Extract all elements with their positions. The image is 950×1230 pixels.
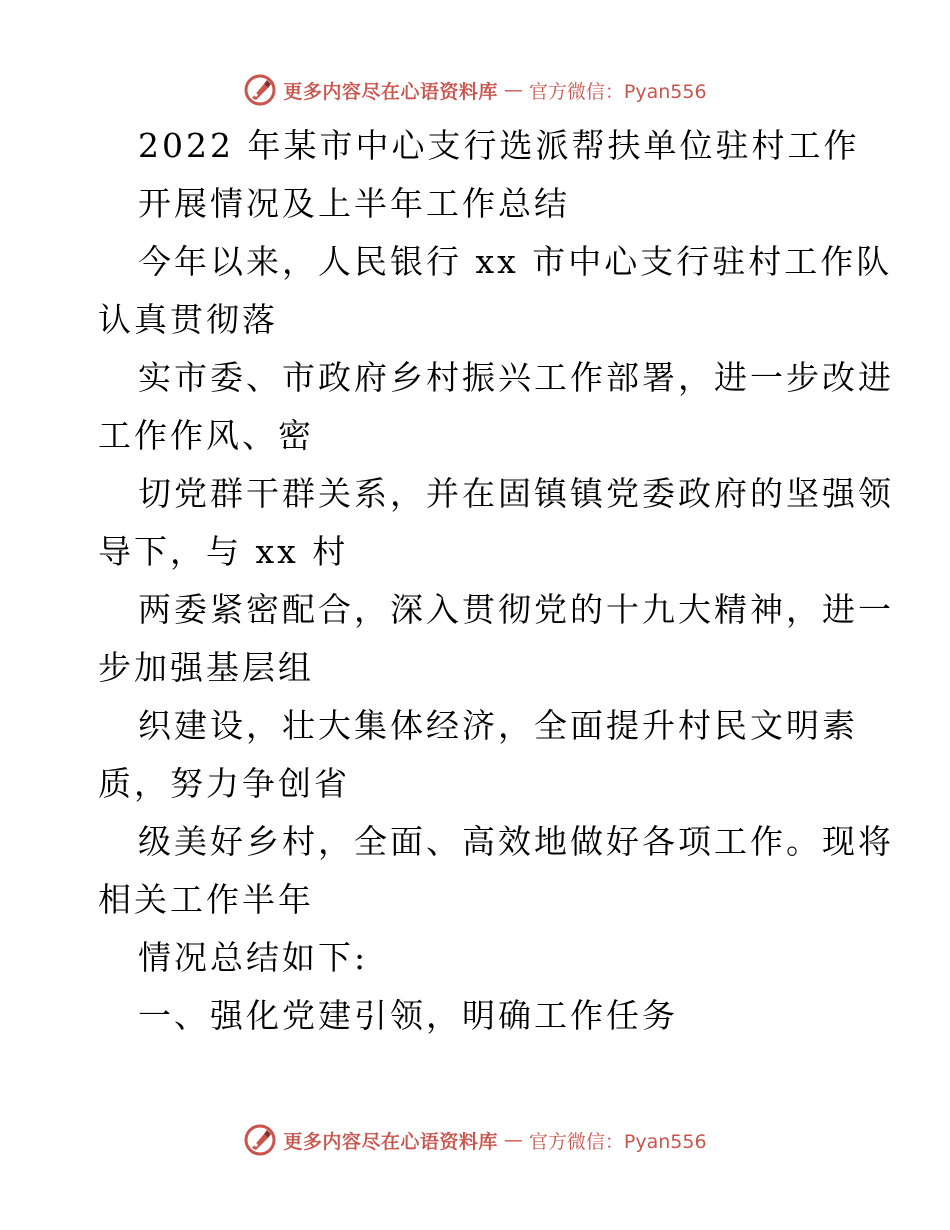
section-heading: 一、强化党建引领，明确工作任务 — [138, 996, 678, 1035]
paragraph-line: 今年以来，人民银行 xx 市中心支行驻村工作队 — [138, 242, 893, 281]
watermark-text: 更多内容尽在心语资料库 — [283, 80, 498, 103]
pen-nib-icon — [243, 73, 277, 107]
paragraph-line: 织建设，壮大集体经济，全面提升村民文明素 — [138, 706, 858, 745]
paragraph-line: 质，努力争创省 — [98, 764, 350, 803]
watermark-separator: — — [503, 79, 523, 101]
header-watermark — [0, 70, 950, 110]
document-body — [98, 117, 894, 1045]
paragraph-line: 两委紧密配合，深入贯彻党的十九大精神，进一 — [138, 590, 894, 629]
pen-nib-icon — [243, 1123, 277, 1157]
watermark-text: 更多内容尽在心语资料库 — [283, 1130, 498, 1153]
paragraph-line: 导下，与 xx 村 — [98, 532, 349, 571]
paragraph-line: 步加强基层组 — [98, 648, 314, 687]
footer-watermark — [0, 1120, 950, 1160]
paragraph-line: 认真贯彻落 — [98, 300, 278, 339]
paragraph-line: 情况总结如下: — [138, 938, 369, 977]
paragraph-line: 级美好乡村，全面、高效地做好各项工作。现将 — [138, 822, 894, 861]
watermark-wechat: 官方微信：Pyan556 — [528, 1130, 707, 1153]
paragraph-line: 切党群干群关系，并在固镇镇党委政府的坚强领 — [138, 474, 894, 513]
paragraph-line: 相关工作半年 — [98, 880, 314, 919]
watermark-wechat: 官方微信：Pyan556 — [528, 80, 707, 103]
paragraph-line: 工作作风、密 — [98, 416, 314, 455]
title-line-2: 开展情况及上半年工作总结 — [138, 184, 570, 223]
paragraph-line: 实市委、市政府乡村振兴工作部署，进一步改进 — [138, 358, 894, 397]
title-line-1: 2022 年某市中心支行选派帮扶单位驻村工作 — [138, 126, 860, 165]
watermark-separator: — — [503, 1129, 523, 1151]
